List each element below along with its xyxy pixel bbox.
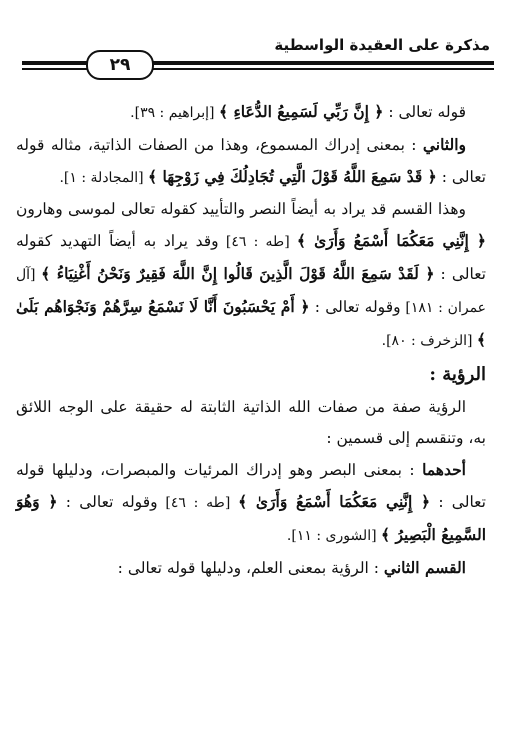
- p6-lead: القسم الثاني: [383, 558, 466, 577]
- running-title: مذكرة على العقيدة الواسطية: [274, 36, 490, 54]
- p5-quran-verse-1: ﴿ إِنَّنِي مَعَكُمَا أَسْمَعُ وَأَرَىٰ ﴾: [238, 492, 431, 511]
- p3-text-1: وهذا القسم قد يراد به أيضاً النصر والتأييد كقوله تعالى لموسى وهارون: [16, 200, 466, 218]
- p3-citation-3: [الزخرف : ٨٠].: [381, 333, 477, 349]
- p3-citation-2: [آل عمران : ١٨١]: [16, 267, 487, 316]
- p3-text-3: وقوله تعالى :: [309, 298, 401, 316]
- p3-text-2: وقد يراد به أيضاً التهديد كقوله تعالى :: [16, 232, 486, 283]
- p5-text-1: : بمعنى البصر وهو إدراك المرئيات والمبصرات، ودليلها قوله تعالى :: [16, 461, 486, 511]
- p5-lead: أحدهما: [422, 460, 466, 479]
- p2-quran-verse: ﴿ قَدْ سَمِعَ اللَّهُ قَوْلَ الَّتِي تُجَادِلُكَ فِي زَوْجِهَا ﴾: [148, 167, 437, 186]
- paragraph-2: [16, 129, 486, 194]
- p1-quran-verse: ﴿ إِنَّ رَبِّي لَسَمِيعُ الدُّعَاءِ ﴾: [218, 102, 384, 121]
- p1-lead: قوله تعالى :: [383, 103, 466, 121]
- section-heading: الرؤية :: [429, 364, 486, 385]
- p2-lead: والثاني: [422, 135, 466, 154]
- page-number: ٢٩: [86, 50, 154, 80]
- p5-citation-2: [الشورى : ١١].: [286, 528, 381, 544]
- p2-text: : بمعنى إدراك المسموع، وهذا من الصفات الذاتية، مثاله قوله تعالى :: [16, 136, 486, 186]
- p3-quran-verse-1: ﴿ إِنَّنِي مَعَكُمَا أَسْمَعُ وَأَرَىٰ ﴾: [296, 231, 486, 250]
- p2-citation: [المجادلة : ١].: [59, 170, 149, 186]
- p5-quran-verse-2: ﴿ وَهُوَ السَّمِيعُ الْبَصِيرُ ﴾: [16, 492, 486, 544]
- paragraph-6: [16, 552, 486, 584]
- p5-citation-1: [طه : ٤٦]: [157, 495, 239, 511]
- paragraph-5: [16, 454, 486, 552]
- p3-citation-1: [طه : ٤٦]: [218, 234, 297, 250]
- paragraph-1: [16, 96, 486, 129]
- p5-text-2: وقوله تعالى :: [57, 493, 158, 511]
- p3-quran-verse-3: ﴿ أَمْ يَحْسَبُونَ أَنَّا لَا نَسْمَعُ سِرَّهُمْ وَنَجْوَاهُم بَلَىٰ ﴾: [16, 297, 486, 349]
- page-body: [16, 96, 486, 584]
- page-header: [22, 28, 494, 80]
- p1-citation: [إبراهيم : ٣٩].: [130, 105, 219, 121]
- paragraph-3: [16, 194, 486, 357]
- p6-text: : الرؤية بمعنى العلم، ودليلها قوله تعالى :: [117, 559, 384, 577]
- p3-quran-verse-2: ﴿ لَقَدْ سَمِعَ اللَّهُ قَوْلَ الَّذِينَ قَالُوا إِنَّ اللَّهَ فَقِيرٌ وَنَحْنُ أَغْنِيَاءُ ﴾: [41, 264, 435, 283]
- paragraph-4: الرؤية صفة من صفات الله الذاتية الثابتة له حقيقة على الوجه اللائق به، وتنقسم إلى قسمين :: [16, 398, 486, 447]
